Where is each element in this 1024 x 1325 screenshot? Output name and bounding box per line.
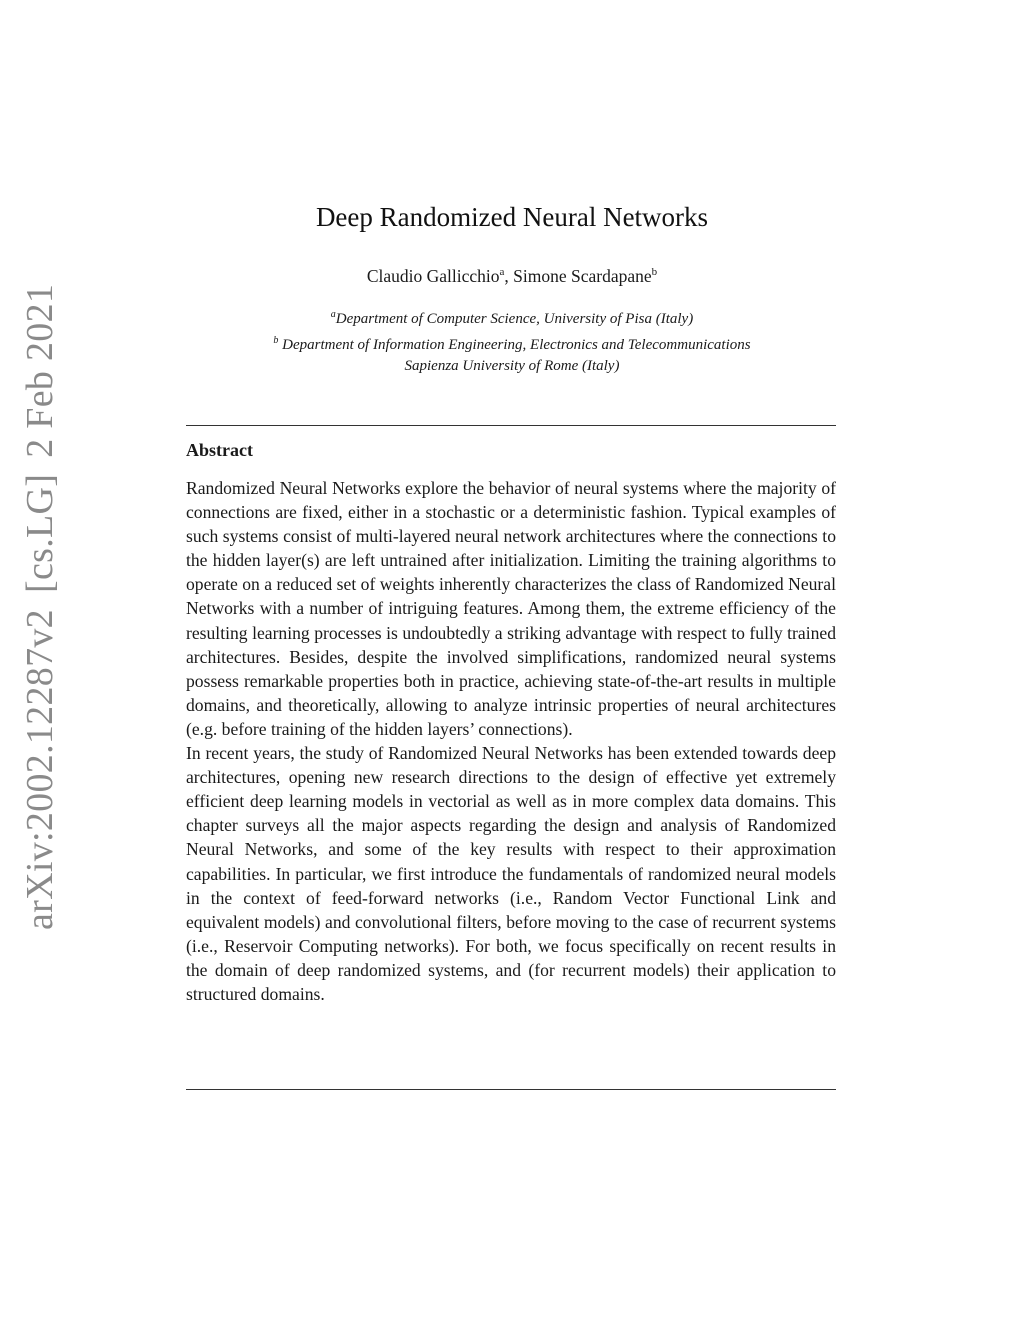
- affiliation-mark: a: [330, 309, 336, 320]
- paper-title: Deep Randomized Neural Networks: [315, 202, 709, 232]
- affiliation-mark: a: [499, 266, 505, 279]
- author-name: Simone Scardapane: [513, 266, 652, 286]
- affiliation-text: Department of Information Engineering, Electronics and Telecommunications: [278, 337, 751, 353]
- author-separator: ,: [504, 266, 514, 286]
- affiliation-a: [0, 304, 1024, 330]
- abstract-paragraph: Randomized Neural Networks explore the behavior of neural systems where the majority of connections are fixed, either in a stochastic or a deterministic fashion. Typical examples of such systems consist of multi-layered neural network architectures where the connections to the hidden layer(s) are left untrained after initialization. Limiting the training algorithms to operate on a reduced set of weights inherently characterizes the class of Randomized Neural Networks with a number of intriguing features. Among them, the extreme efficiency of the resulting learning processes is undoubtedly a striking advantage with respect to fully trained architectures. Besides, despite the involved simplifications, randomized neural systems possess remarkable properties both in practice, achieving state-of-the-art results in multiple domains, and theoretically, allowing to analyze intrinsic properties of neural architectures (e.g. before training of the hidden layers’ connections).: [186, 478, 836, 739]
- affiliation-b-continued: Sapienza University of Rome (Italy): [404, 358, 620, 374]
- affiliation-text: Department of Computer Science, University of Pisa (Italy): [335, 311, 694, 327]
- abstract-body: [186, 476, 836, 1006]
- abstract-bottom-divider: [186, 1089, 836, 1090]
- abstract-paragraph: In recent years, the study of Randomized Neural Networks has been extended towards deep architectures, opening new research directions to the design of effective yet extremely efficient deep learning models in vectorial as well as in more complex data domains. This chapter surveys all the major aspects regarding the design and analysis of Randomized Neural Networks, and some of the key results with respect to their approximation capabilities. In particular, we first introduce the fundamentals of randomized neural models in the context of feed-forward networks (i.e., Random Vector Functional Link and equivalent models) and convolutional filters, before moving to the case of recurrent systems (i.e., Reservoir Computing networks). For both, we focus specifically on recent results in the domain of deep randomized systems, and (for recurrent models) their application to structured domains.: [186, 743, 836, 1004]
- author-list: [0, 266, 1024, 287]
- abstract-heading: Abstract: [186, 440, 253, 460]
- affiliation-b: [0, 330, 1024, 356]
- affiliations: [0, 304, 1024, 377]
- arxiv-category: [cs.LG]: [19, 473, 61, 594]
- arxiv-id: arXiv:2002.12287v2: [19, 609, 61, 930]
- arxiv-date: 2 Feb 2021: [19, 283, 61, 458]
- affiliation-mark: b: [651, 266, 658, 279]
- author-name: Claudio Gallicchio: [366, 266, 500, 286]
- affiliation-mark: b: [273, 335, 279, 346]
- abstract-top-divider: [186, 425, 836, 426]
